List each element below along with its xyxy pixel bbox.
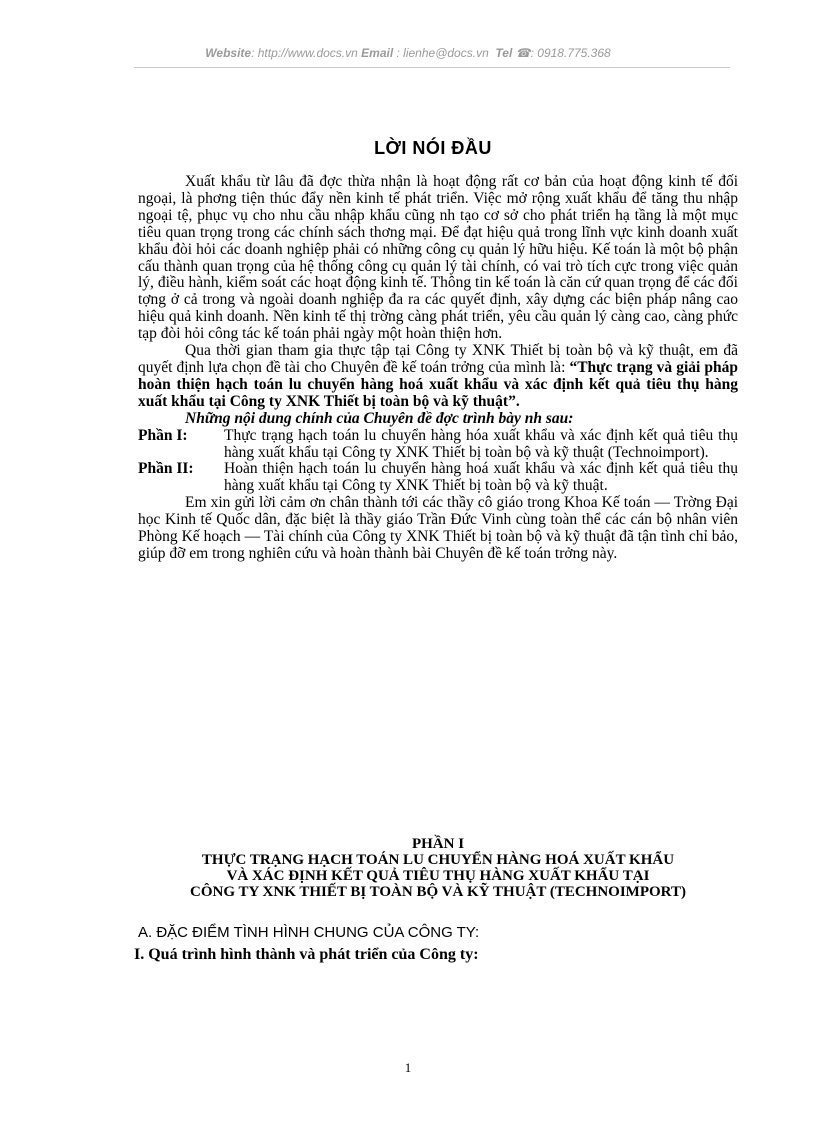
intro-body — [138, 174, 738, 563]
intro-paragraph-1: Xuất khẩu từ lâu đã đợc thừa nhận là hoạt động rất cơ bản của hoạt động kinh tế đối ngoại, là phơng tiện thúc đẩy nền kinh tế phát triển. Việc mở rộng xuất khẩu để tăng thu nhập ngoại tệ, phục vụ cho nhu cầu nhập khẩu cũng nh tạo cơ sở cho phát triển hạ tầng là một mục tiêu quan trọng trong các chính sách thơng mại. Để đạt hiệu quả trong lĩnh vực kinh doanh xuất khẩu đòi hỏi các doanh nghiệp phải có những công cụ quản lý hữu hiệu. Kế toán là một bộ phận cấu thành quan trọng của hệ thống công cụ quản lý tài chính, có vai trò tích cực trong việc quản lý, điều hành, kiểm soát các hoạt động kinh tế. Thông tin kế toán là căn cứ quan trọng để các đối tợng ở cả trong và ngoài doanh nghiệp đa ra các quyết định, xây dựng các biện pháp nâng cao hiệu quả kinh doanh. Nền kinh tế thị trờng càng phát triển, yêu cầu quản lý càng cao, càng phức tạp đòi hỏi công tác kế toán phải ngày một hoàn thiện hơn. — [138, 173, 738, 343]
contents-intro: Những nội dung chính của Chuyên đề đợc trình bày nh sau: — [185, 409, 574, 427]
website-label: Website — [205, 46, 252, 60]
part-heading-line: VÀ XÁC ĐỊNH KẾT QUẢ TIÊU THỤ HÀNG XUẤT KHẨU TẠI — [226, 868, 650, 884]
section-i-heading: I. Quá trình hình thành và phát triển của Công ty: — [134, 946, 479, 963]
thanks-paragraph: Em xin gửi lời cảm ơn chân thành tới các thầy cô giáo trong Khoa Kế toán — Trờng Đại học Kinh tế Quốc dân, đặc biệt là thầy giáo Trần Đức Vinh cùng toàn thể các cán bộ nhân viên Phòng Kế hoạch — Tài chính của Công ty XNK Thiết bị toàn bộ và kỹ thuật đã tận tình chỉ bảo, giúp đỡ em trong nghiên cứu và hoàn thành bài Chuyên đề kế toán trởng này. — [138, 494, 738, 562]
section-a-heading: A. ĐẶC ĐIỂM TÌNH HÌNH CHUNG CỦA CÔNG TY: — [138, 924, 480, 941]
website-header — [0, 46, 816, 60]
email-label: Email — [361, 46, 394, 60]
email-value: : lienhe@docs.vn — [393, 46, 489, 60]
part-item — [138, 461, 738, 495]
part-heading-line: PHẦN I — [411, 836, 465, 852]
page-number: 1 — [404, 1060, 412, 1075]
tel-value: ☎: 0918.775.368 — [515, 46, 611, 60]
intro-paragraph-2-lead: Qua thời gian tham gia thực tập tại Công ty XNK Thiết bị toàn bộ và kỹ thuật, em đã quyết định lựa chọn đề tài cho Chuyên đề kế toán trởng của mình là: — [138, 342, 738, 376]
header-divider — [134, 67, 730, 68]
website-url: : http://www.docs.vn — [251, 46, 358, 60]
part-label: Phần II: — [138, 460, 194, 478]
part-heading-line: CÔNG TY XNK THIẾT BỊ TOÀN BỘ VÀ KỸ THUẬT (TECHNOIMPORT) — [190, 884, 686, 900]
part-text: Hoàn thiện hạch toán lu chuyển hàng hoá xuất khẩu và xác định kết quả tiêu thụ hàng xuất khẩu tại Công ty XNK Thiết bị toàn bộ và kỹ thuật. — [224, 460, 738, 495]
tel-label: Tel — [495, 46, 513, 60]
part-text: Thực trạng hạch toán lu chuyển hàng hóa xuất khẩu và xác định kết quả tiêu thụ hàng xuất khẩu tại Công ty XNK Thiết bị toàn bộ và kỹ thuật (Technoimport). — [224, 426, 738, 461]
topic-title: “Thực trạng và giải pháp hoàn thiện hạch toán lu chuyển hàng hoá xuất khẩu và xác định kết quả tiêu thụ hàng xuất khẩu tại Công ty XNK Thiết bị toàn bộ và kỹ thuật”. — [138, 358, 739, 410]
part-heading — [138, 836, 738, 900]
part-heading-line: THỰC TRẠNG HẠCH TOÁN LU CHUYỂN HÀNG HOÁ XUẤT KHẨU — [201, 852, 675, 868]
part-label: Phần I: — [138, 426, 188, 444]
part-item — [138, 428, 738, 462]
page-title: LỜI NÓI ĐẦU — [374, 138, 492, 158]
intro-paragraph-2 — [138, 343, 738, 411]
